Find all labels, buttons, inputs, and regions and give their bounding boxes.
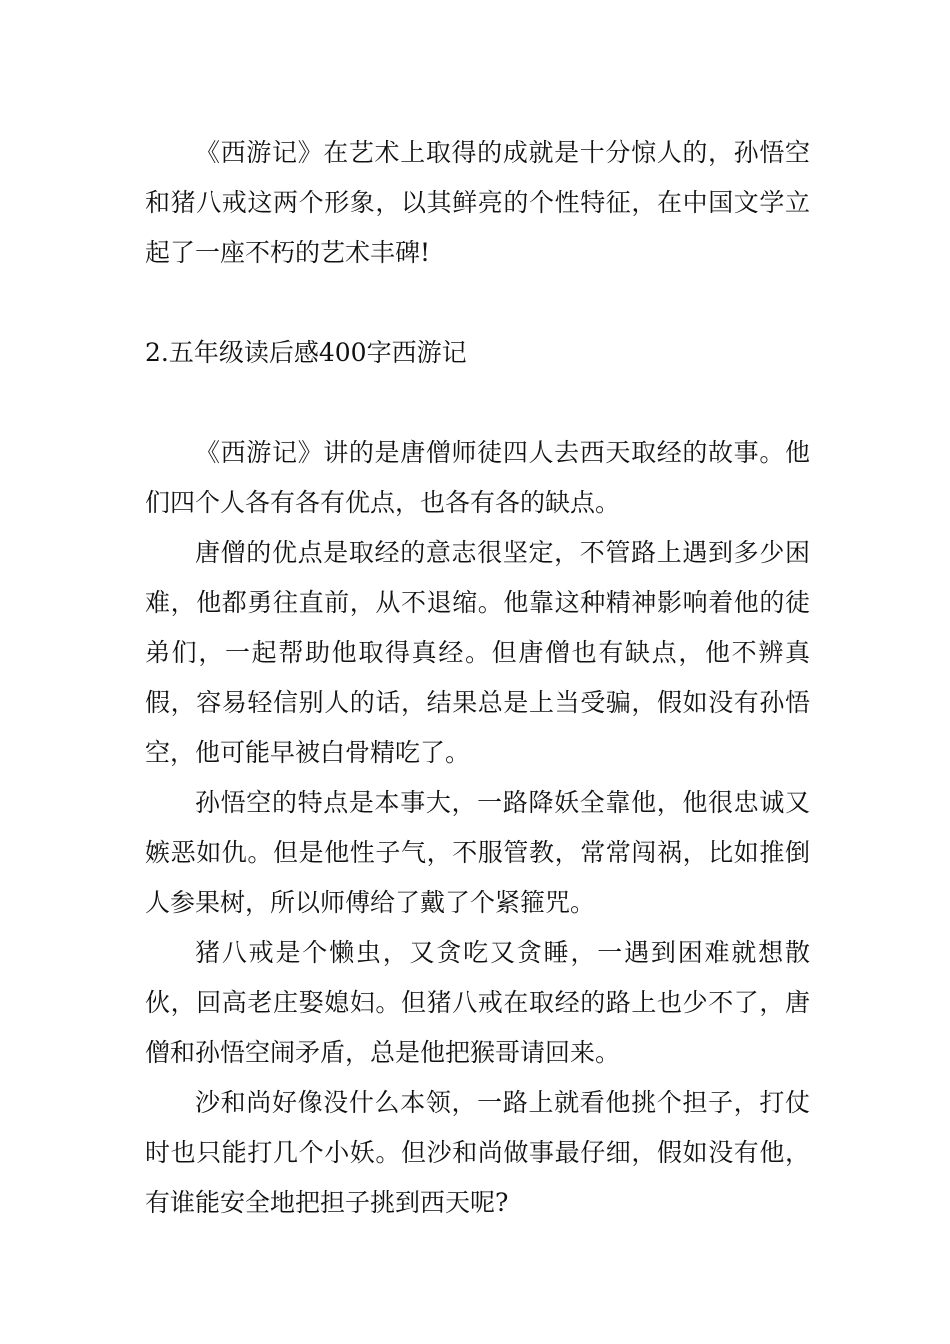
body-paragraph-1: 《西游记》讲的是唐僧师徒四人去西天取经的故事。他们四个人各有各有优点，也各有各的缺点。 — [145, 438, 810, 517]
document-page — [145, 128, 810, 1228]
body-paragraph-4: 猪八戒是个懒虫，又贪吃又贪睡，一遇到困难就想散伙，回高老庄娶媳妇。但猪八戒在取经的路上也少不了，唐僧和孙悟空闹矛盾，总是他把猴哥请回来。 — [145, 938, 810, 1067]
paragraph-gap — [145, 278, 810, 328]
body-paragraph-5: 沙和尚好像没什么本领，一路上就看他挑个担子，打仗时也只能打几个小妖。但沙和尚做事最仔细，假如没有他，有谁能安全地把担子挑到西天呢? — [145, 1088, 810, 1217]
intro-paragraph: 《西游记》在艺术上取得的成就是十分惊人的，孙悟空和猪八戒这两个形象，以其鲜亮的个性特征，在中国文学立起了一座不朽的艺术丰碑! — [145, 138, 810, 267]
section-heading: 2.五年级读后感400字西游记 — [145, 338, 467, 367]
heading-gap — [145, 378, 810, 428]
body-paragraph-2: 唐僧的优点是取经的意志很坚定，不管路上遇到多少困难，他都勇往直前，从不退缩。他靠这种精神影响着他的徒弟们，一起帮助他取得真经。但唐僧也有缺点，他不辨真假，容易轻信别人的话，结果总是上当受骗，假如没有孙悟空，他可能早被白骨精吃了。 — [145, 538, 810, 767]
body-paragraph-3: 孙悟空的特点是本事大，一路降妖全靠他，他很忠诚又嫉恶如仇。但是他性子气，不服管教，常常闯祸，比如推倒人参果树，所以师傅给了戴了个紧箍咒。 — [145, 788, 810, 917]
